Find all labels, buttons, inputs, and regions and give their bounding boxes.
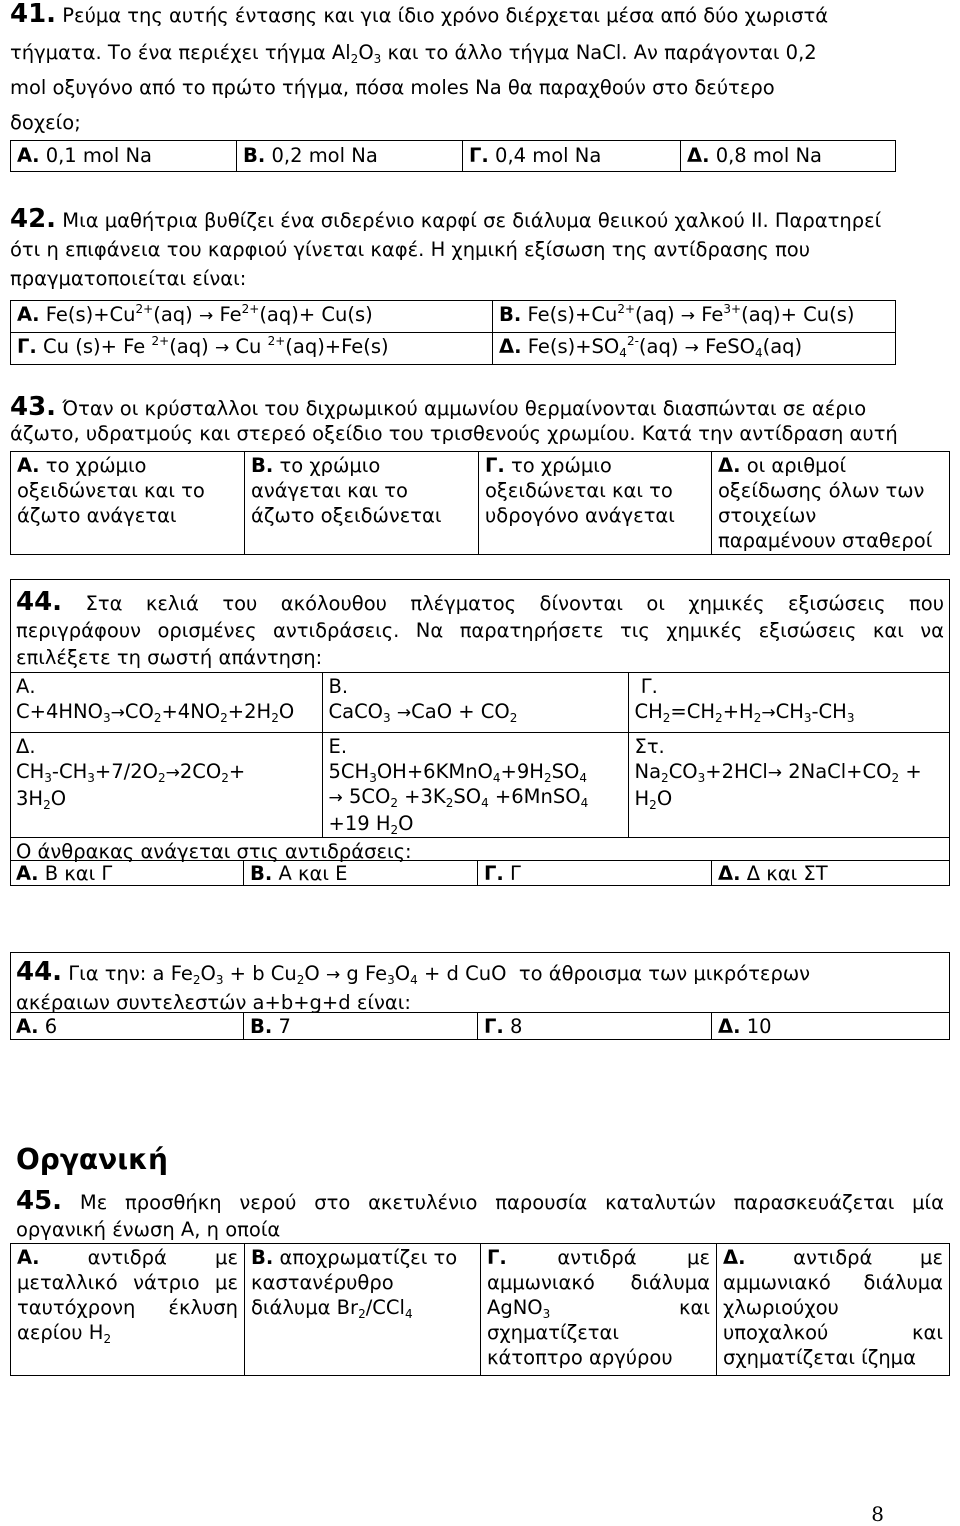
question-text: ότι η επιφάνεια του καρφιού γίνεται καφέ. Η χημική εξίσωση της αντίδρασης που [10,238,811,261]
question-number: 44. [16,587,63,617]
section-title: Οργανική [16,1143,168,1176]
question-number: 42. [10,204,57,234]
question-number: 44. [16,957,63,987]
cell-e: Ε. $5CH_3OH+6KMnO_4+9H_2SO_4$ → $5CO_2 +3K_2SO_4$ +6MnSO$_4$ +19 $H_2O$ [322,733,628,838]
question-text: Με προσθήκη νερού στο ακετυλένιο παρουσία καταλυτών παρασκευάζεται μία [79,1191,944,1214]
options-table-43 [10,451,950,555]
option-a[interactable]: Α. το χρώμιο οξειδώνεται και το άζωτο ανάγεται [11,452,245,555]
question-text: το άθροισμα των μικρότερων [518,962,811,985]
question-text: οργανική ένωση Α, η οποία [16,1218,281,1241]
option-d[interactable]: Δ. 0,8 mol Na [687,144,822,167]
answer-a[interactable]: Α. Β και Γ [10,861,244,886]
question-41: 41. Ρεύμα της αυτής έντασης και για ίδιο χρόνο διέρχεται μέσα από δύο χωριστά τήγματα. Το ένα περιέχει τήγμα $Al_2O_3$ και το άλλο τήγμα NaCl. Αν παράγονται 0,2 mol οξυγόνο από το πρώτο τήγμα, πόσα moles Na θα παραχθούν στο δεύτερο δοχείο; [10,2,950,135]
options-table-42 [10,300,896,365]
equations-grid [10,672,950,865]
question-text: και το άλλο τήγμα NaCl. Αν παράγονται 0,2 [387,41,817,64]
question-text: δοχείο; [10,111,81,134]
answer-b[interactable]: Β. Α και Ε [244,861,478,886]
question-text: περιγράφουν ορισμένες αντιδράσεις. Να παρατηρήσετε τις χημικές εξισώσεις και να [16,619,944,642]
option-a[interactable]: Α. 0,1 mol Na [11,141,237,171]
option-d[interactable]: Δ. αντιδρά με αμμωνιακό διάλυμα χλωριούχου υποχαλκού και σχηματίζεται ίζημα [717,1244,950,1376]
grid-question: Ο άνθρακας ανάγεται στις αντιδράσεις: [10,838,950,866]
question-42 [10,204,950,291]
options-row-44b [10,1012,950,1040]
option-a[interactable]: Α. 6 [10,1013,244,1040]
question-text: mol οξυγόνο από το πρώτο τήγμα, πόσα moles Na θα παραχθούν στο δεύτερο [10,76,775,99]
question-text: πραγματοποιείται είναι: [10,267,247,290]
option-b[interactable]: Β. 7 [244,1013,478,1040]
option-d[interactable]: Δ. $Fe(s)+SO_4^{2-}(aq)$ → FeSO$_4$(aq) [493,333,896,365]
question-text: άζωτο, υδρατμούς και στερεό οξείδιο του τρισθενούς χρωμίου. Κατά την αντίδραση αυτή [10,422,898,445]
cell-st: Στ. $Na_2CO_3+2HCl\to$ $2NaCl+CO_2$ + $H_2O$ [628,733,950,838]
cell-g: Γ. $CH_2=CH_2+H_2\to CH_3-CH_3$ [628,673,950,733]
option-d[interactable]: Δ. οι αριθμοί οξείδωσης όλων των στοιχείων παραμένουν σταθεροί [712,452,950,555]
question-43 [10,392,950,446]
cell-d: Δ. $CH_3-CH_3+7/2O_2\to 2CO_2+$ $3H_2O$ [10,733,322,838]
question-number: 43. [10,392,57,422]
question-number: 41. [10,0,57,29]
question-44b: 44. Για την: a $Fe_2O_3 + b$ $Cu_2O \to g$ $Fe_3O_4 + d$ CuO το άθροισμα των μικρότερων ακέραιων συντελεστών a+b+g+d είναι: [16,960,944,1015]
question-44a [16,587,944,670]
option-c[interactable]: Γ. το χρώμιο οξειδώνεται και το υδρογόνο ανάγεται [479,452,712,555]
option-b[interactable]: Β. 0,2 mol Na [237,141,463,171]
question-number: 45. [16,1186,63,1216]
question-text: Όταν οι κρύσταλλοι του διχρωμικού αμμωνίου θερμαίνονται διασπώνται σε αέριο [62,397,867,420]
answers-row-44a [10,860,950,886]
option-d[interactable]: Δ. 10 [718,1015,772,1038]
answer-c[interactable]: Γ. Γ [478,861,712,886]
question-text: ακέραιων συντελεστών a+b+g+d είναι: [16,991,411,1014]
question-45 [16,1186,944,1242]
option-c[interactable]: Γ. αντιδρά με αμμωνιακό διάλυμα AgNO$_3$ και σχηματίζεται κάτοπτρο αργύρου [481,1244,717,1376]
page-number: 8 [871,1502,884,1526]
option-b[interactable]: Β. αποχρωματίζει το καστανέρυθρο διάλυμα $Br_2/CCl_4$ [245,1244,481,1376]
answer-d[interactable]: Δ. Δ και ΣΤ [718,862,828,885]
question-text: Μια μαθήτρια βυθίζει ένα σιδερένιο καρφί σε διάλυμα θειικού χαλκού ΙΙ. Παρατηρεί [62,209,882,232]
option-c[interactable]: Γ. 0,4 mol Na [463,141,681,171]
options-row-41 [10,140,896,172]
question-text: Στα κελιά του ακόλουθου πλέγματος δίνονται οι χημικές εξισώσεις που [85,592,944,615]
options-table-45 [10,1243,950,1376]
option-a[interactable]: Α. $Fe(s)+Cu^{2+}(aq) \to Fe^{2+}(aq)+ Cu(s)$ [11,301,493,333]
cell-b: Β. CaCO$_3$ $\to CaO + CO_2$ [322,673,628,733]
option-b[interactable]: Β. $Fe(s)+Cu^{2+}(aq) \to Fe^{3+}(aq)+ Cu(s)$ [493,301,896,333]
option-b[interactable]: Β. το χρώμιο ανάγεται και το άζωτο οξειδώνεται [245,452,479,555]
question-text: Ρεύμα της αυτής έντασης και για ίδιο χρόνο διέρχεται μέσα από δύο χωριστά [62,4,829,27]
option-c[interactable]: Γ. Cu (s)+ Fe $^{2+}$(aq) → Cu $^{2+}$(aq)+Fe(s) [11,333,493,365]
cell-a: Α. $C+4HNO_3\to CO_2+4NO_2+2H_2O$ [10,673,322,733]
question-text: Για την: a Fe [68,962,193,985]
option-a[interactable]: Α. αντιδρά με μεταλλικό νάτριο με ταυτόχρονη έκλυση αερίου $H_2$ [11,1244,245,1376]
option-c[interactable]: Γ. 8 [478,1013,712,1040]
question-text: τήγματα. Το ένα περιέχει τήγμα Al [10,41,351,64]
question-text: επιλέξετε τη σωστή απάντηση: [16,646,323,669]
